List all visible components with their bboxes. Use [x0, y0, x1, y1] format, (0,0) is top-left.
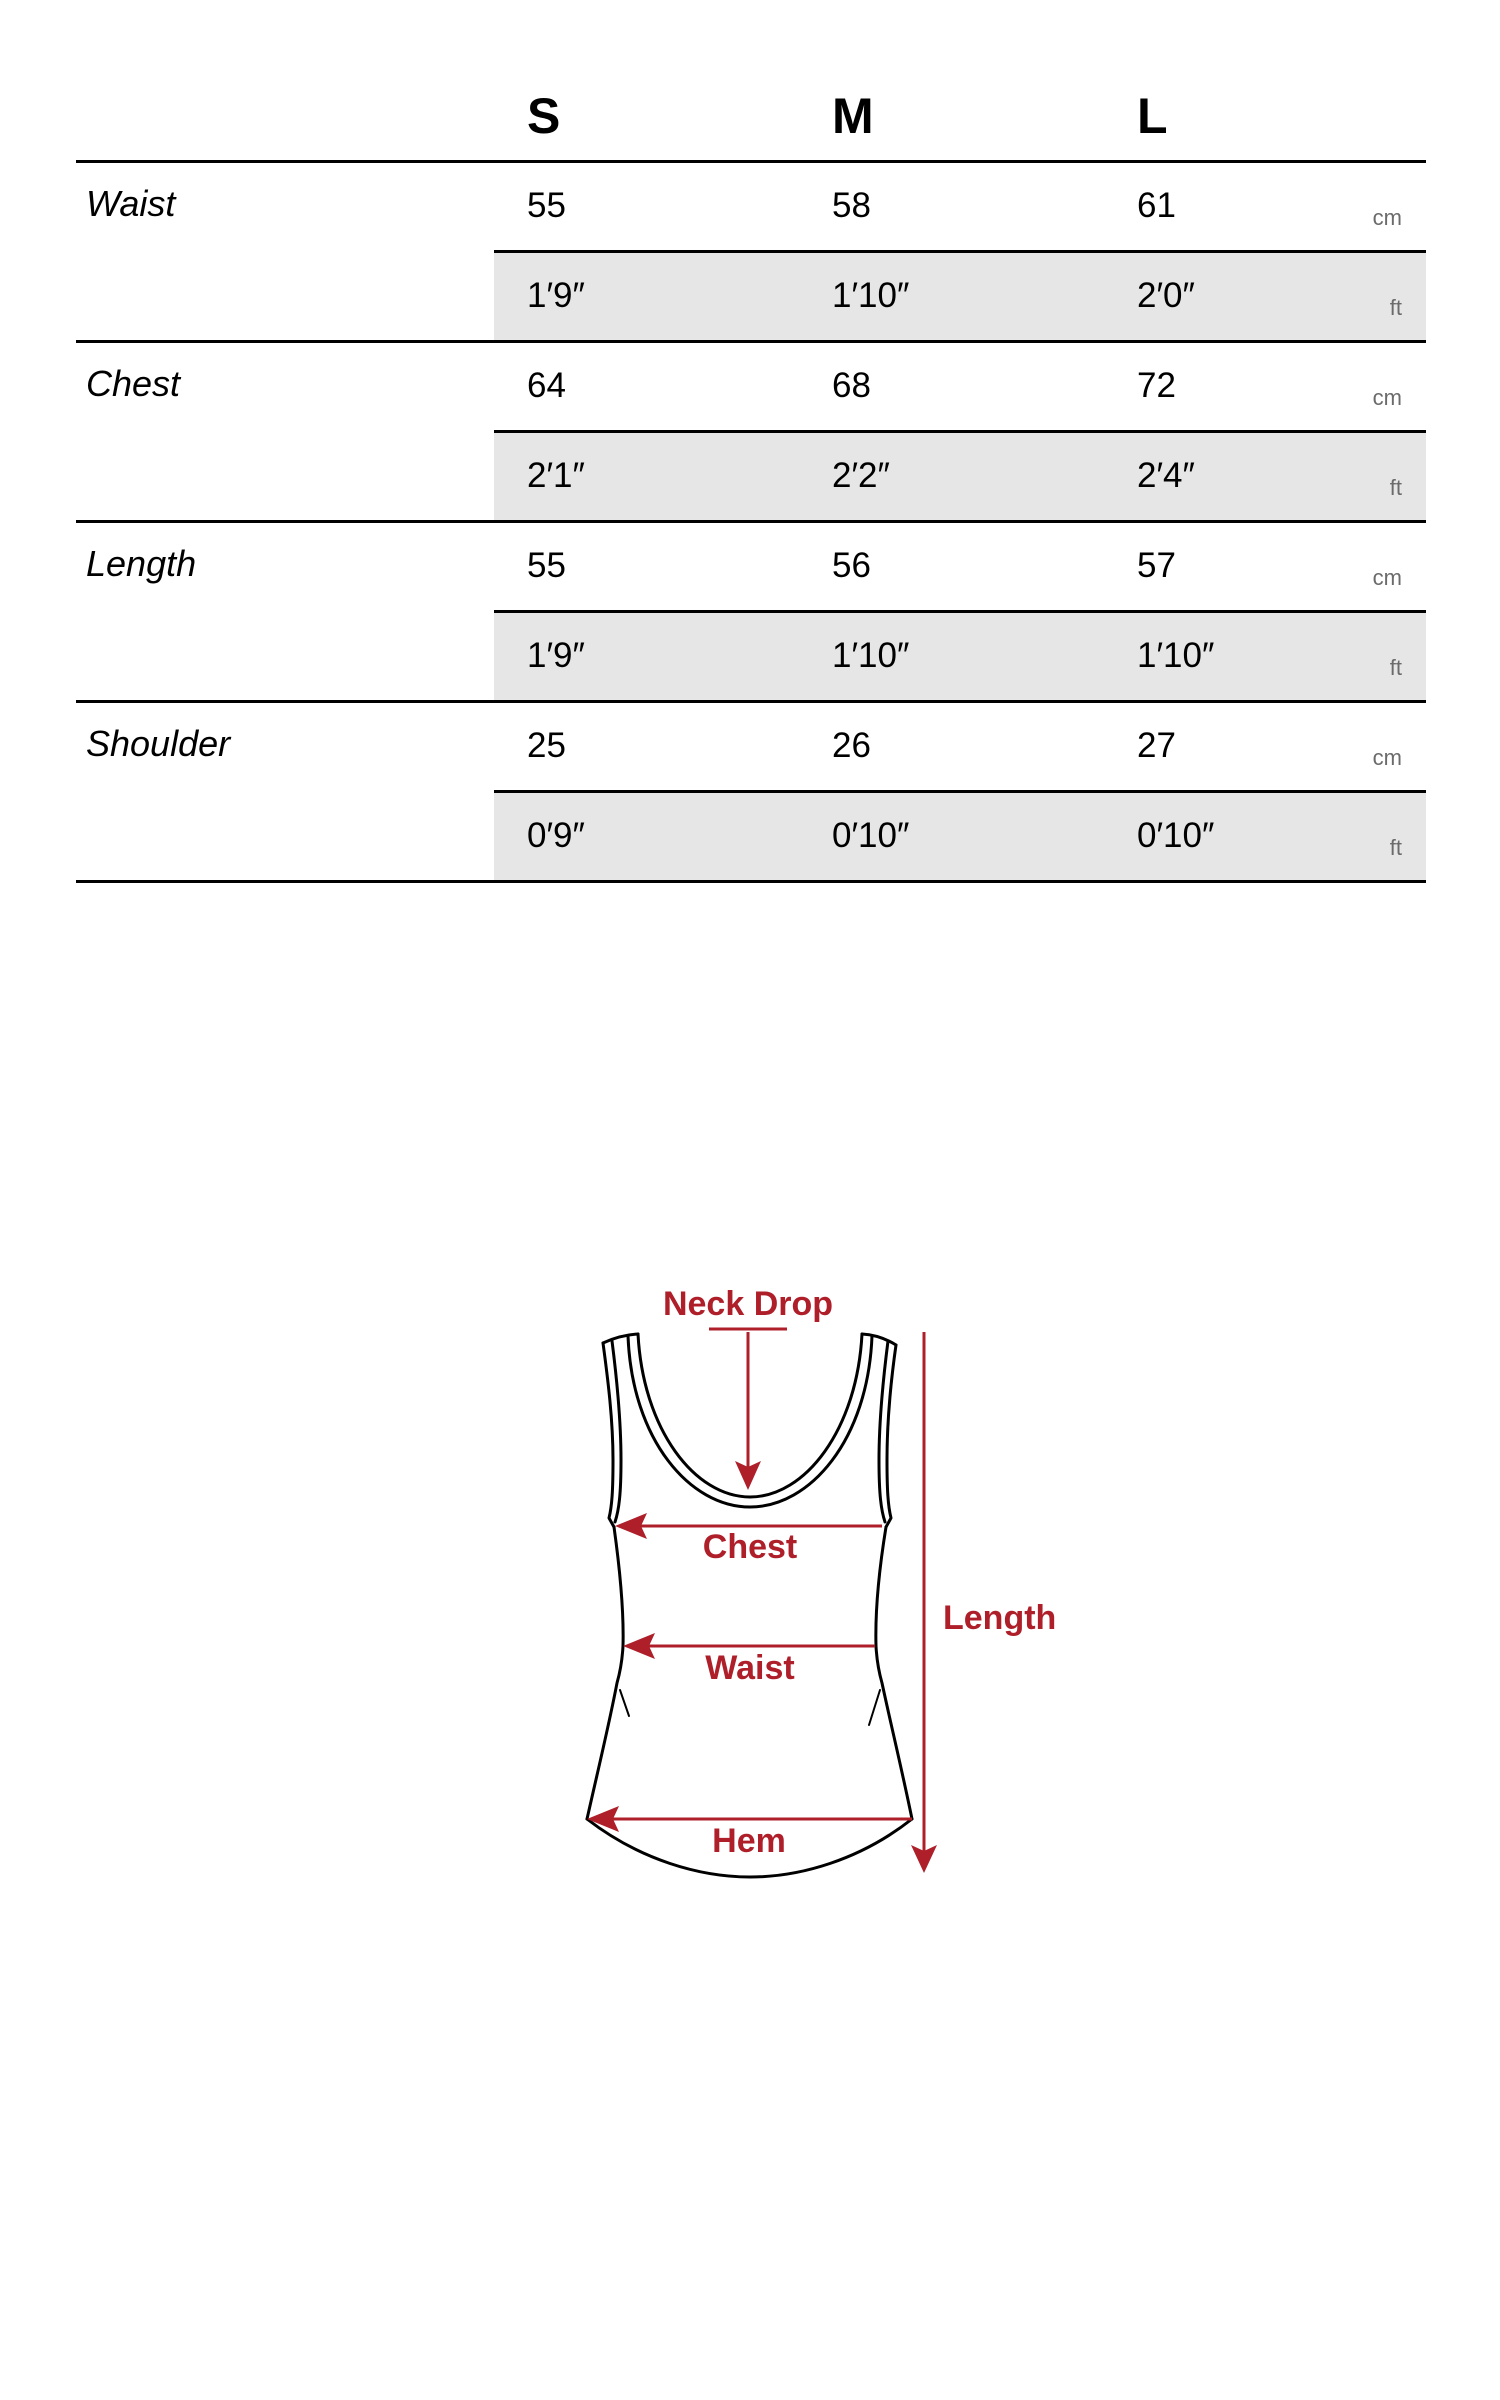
chest-label: Chest: [702, 1528, 798, 1566]
cell-cm-l: 27: [1137, 726, 1176, 765]
cell-ft-m: 2′2″: [832, 456, 890, 495]
unit-cm: cm: [1372, 385, 1402, 410]
cell-ft-s: 1′9″: [527, 276, 585, 315]
unit-ft: ft: [1389, 655, 1402, 680]
cell-ft-m: 1′10″: [832, 276, 910, 315]
cell-ft-l: 2′0″: [1137, 276, 1195, 315]
cell-ft-s: 2′1″: [527, 456, 585, 495]
neck-drop-label: Neck Drop: [662, 1285, 834, 1323]
cell-cm-l: 61: [1137, 186, 1176, 225]
hem-label: Hem: [712, 1822, 786, 1860]
cell-cm-s: 55: [527, 546, 566, 585]
unit-cm: cm: [1372, 205, 1402, 230]
length-arrow-icon: [911, 1332, 937, 1873]
cell-ft-m: 1′10″: [832, 636, 910, 675]
neck-drop-arrow-icon: [709, 1329, 787, 1490]
row-label: Length: [86, 543, 197, 584]
cell-ft-m: 0′10″: [832, 816, 910, 855]
cell-cm-s: 25: [527, 726, 566, 765]
cell-cm-m: 56: [832, 546, 871, 585]
cell-cm-s: 64: [527, 366, 566, 405]
unit-cm: cm: [1372, 745, 1402, 770]
size-header-l: L: [1137, 88, 1168, 144]
length-label: Length: [943, 1599, 1057, 1637]
cell-ft-l: 1′10″: [1137, 636, 1215, 675]
waist-label: Waist: [705, 1649, 795, 1687]
cell-cm-s: 55: [527, 186, 566, 225]
unit-ft: ft: [1389, 295, 1402, 320]
cell-cm-l: 57: [1137, 546, 1176, 585]
cell-ft-s: 1′9″: [527, 636, 585, 675]
unit-ft: ft: [1389, 835, 1402, 860]
cell-ft-s: 0′9″: [527, 816, 585, 855]
cell-cm-m: 58: [832, 186, 871, 225]
unit-ft: ft: [1389, 475, 1402, 500]
cell-cm-l: 72: [1137, 366, 1176, 405]
size-header-s: S: [527, 88, 561, 144]
row-label: Waist: [86, 183, 176, 224]
unit-cm: cm: [1372, 565, 1402, 590]
cell-cm-m: 68: [832, 366, 871, 405]
cell-cm-m: 26: [832, 726, 871, 765]
cell-ft-l: 0′10″: [1137, 816, 1215, 855]
row-label: Chest: [86, 363, 181, 404]
row-label: Shoulder: [86, 723, 231, 764]
size-header-m: M: [832, 88, 874, 144]
cell-ft-l: 2′4″: [1137, 456, 1195, 495]
